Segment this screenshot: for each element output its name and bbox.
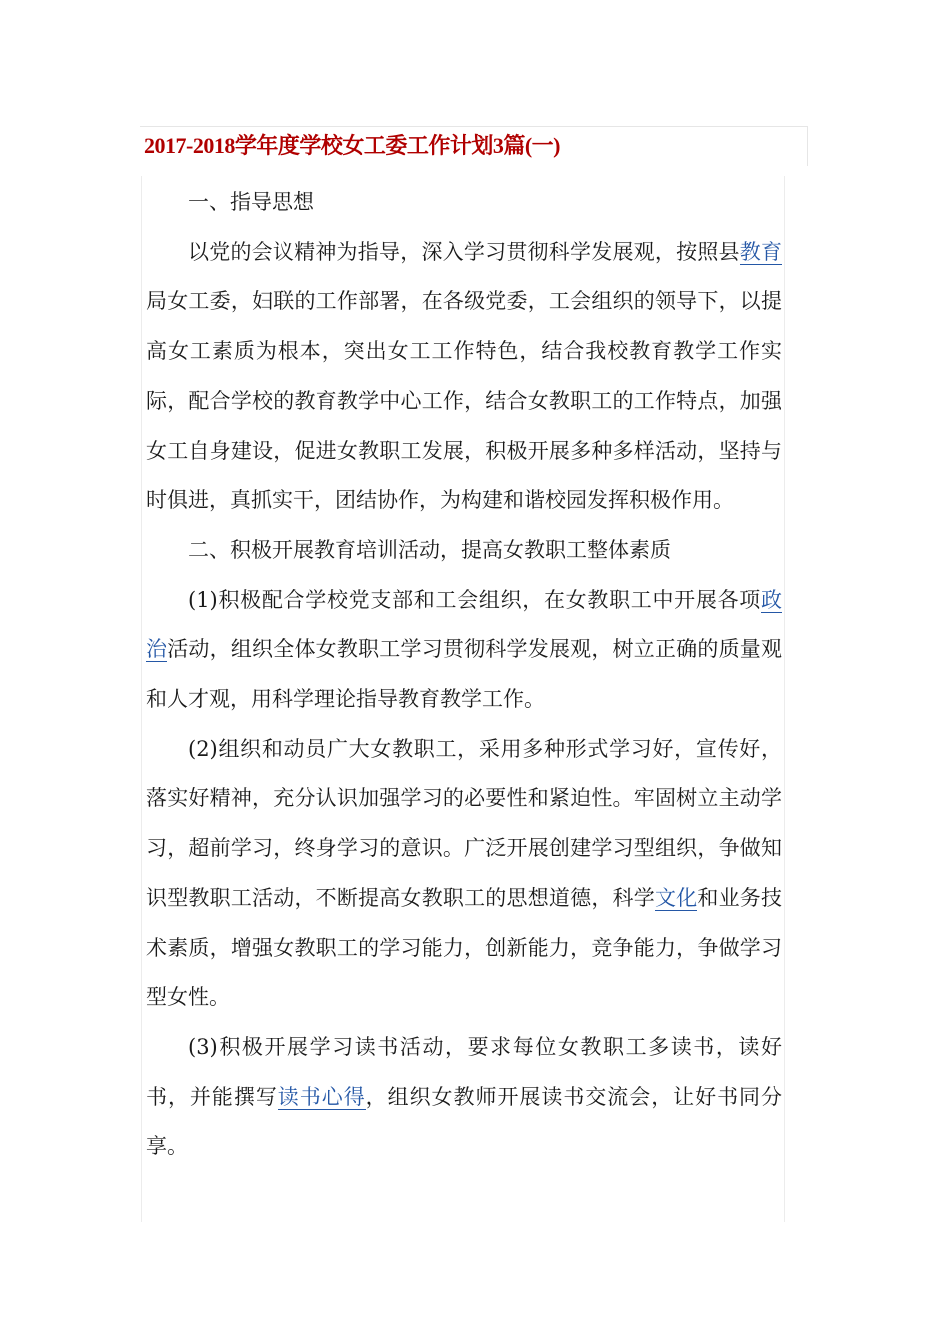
keyword-link[interactable]: 文化 (654, 885, 698, 910)
paragraph-text: 一、指导思想 (188, 190, 314, 214)
paragraph (146, 1023, 782, 1172)
keyword-link[interactable]: 政治 (146, 587, 782, 662)
paragraph (146, 178, 782, 228)
paragraph-text: 活动，组织全体女教职工学习贯彻科学发展观，树立正确的质量观和人才观，用科学理论指导教育教学工作。 (146, 637, 783, 712)
keyword-link[interactable]: 读书心得 (277, 1084, 366, 1109)
document-title: 2017-2018学年度学校女工委工作计划3篇(一) (144, 133, 560, 158)
paragraph-text: (3)积极开展学习读书活动，要求每位女教职工多读书，读好书，并能撰写 (146, 1034, 782, 1109)
paragraph-text: 和业务技术素质，增强女教职工的学习能力，创新能力，竞争能力，争做学习型女性。 (146, 885, 783, 1010)
paragraph-text: 以党的会议精神为指导，深入学习贯彻科学发展观，按照县 (188, 239, 740, 264)
paragraph (146, 725, 782, 1023)
paragraph (146, 576, 782, 725)
paragraph-text: 二、积极开展教育培训活动，提高女教职工整体素质 (188, 537, 671, 562)
paragraph (146, 526, 782, 576)
title-box (140, 126, 808, 166)
paragraph-text: 局女工委，妇联的工作部署，在各级党委，工会组织的领导下，以提高女工素质为根本，突出女工工作特色，结合我校教育教学工作实际，配合学校的教育教学中心工作，结合女教职工的工作特点，加强女工自身建设，促进女教职工发展，积极开展多种多样活动，坚持与时俱进，真抓实干，团结协作，为构建和谐校园发挥积极作用。 (146, 289, 782, 513)
paragraph (146, 228, 782, 526)
keyword-link[interactable]: 教育 (739, 239, 783, 264)
paragraph-text: ，组织女教师开展读书交流会，让好书同分享。 (146, 1084, 783, 1159)
paragraph-text: (2)组织和动员广大女教职工，采用多种形式学习好，宣传好，落实好精神，充分认识加强学习的必要性和紧迫性。牢固树立主动学习，超前学习，终身学习的意识。广泛开展创建学习型组织，争做知识型教职工活动，不断提高女教职工的思想道德，科学 (146, 736, 782, 910)
document-body (141, 176, 785, 1222)
paragraph-text: (1)积极配合学校党支部和工会组织，在女教职工中开展各项 (188, 587, 761, 612)
